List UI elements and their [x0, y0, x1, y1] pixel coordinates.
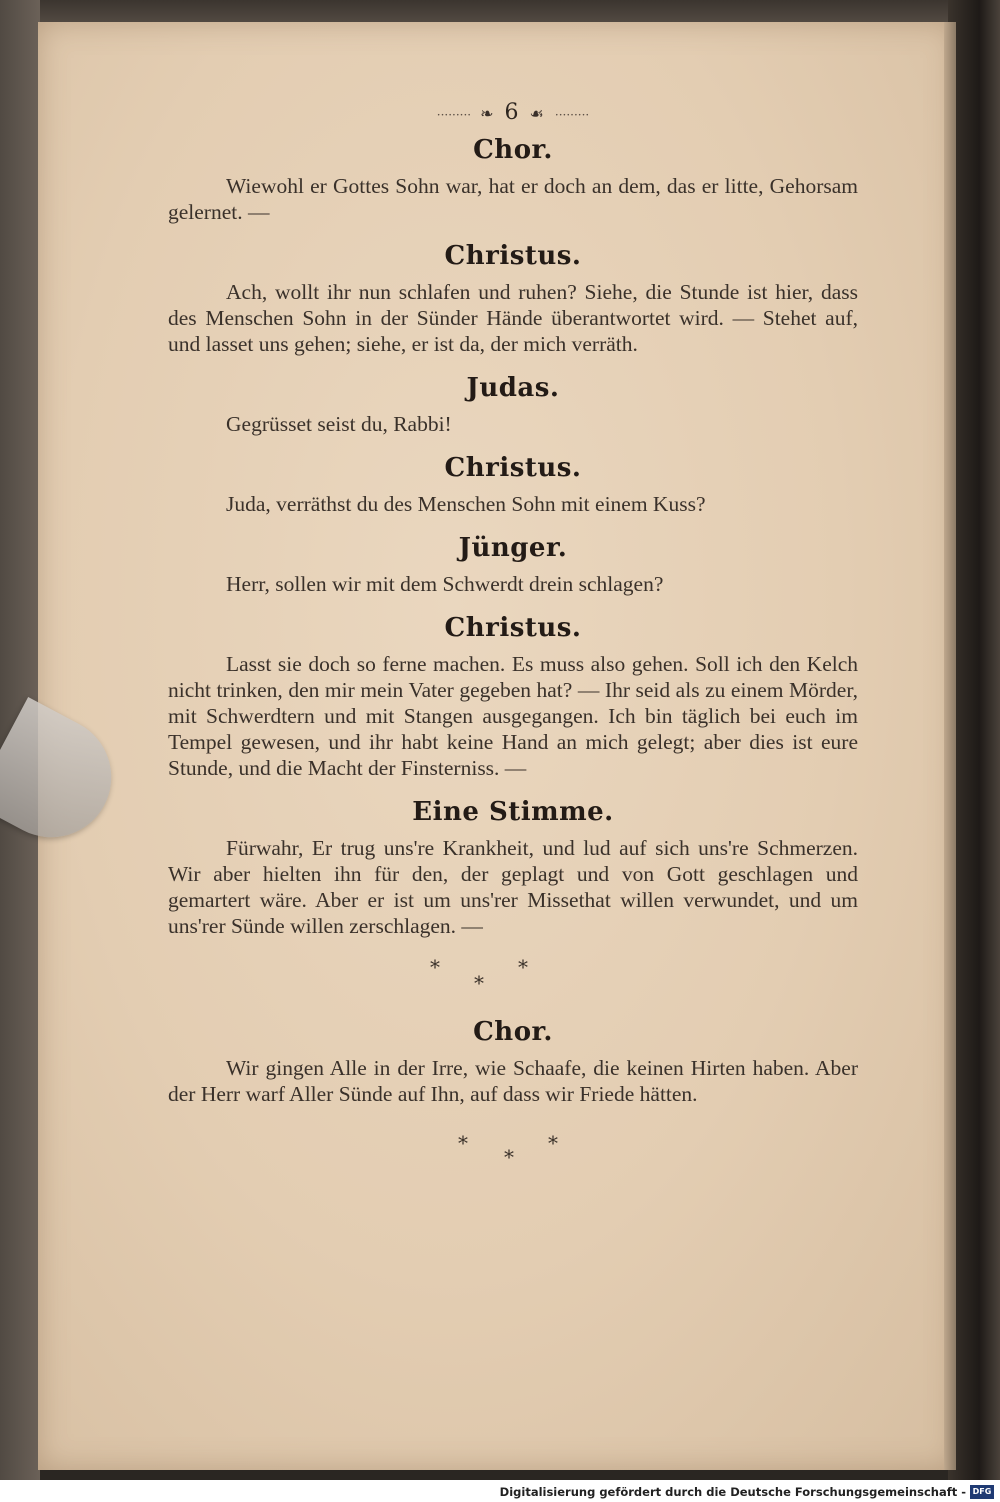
dfg-logo: DFG	[970, 1485, 994, 1499]
speaker-heading: Jünger.	[458, 533, 568, 563]
block-christus-1	[168, 241, 858, 357]
fleuron-right-icon: ☙	[529, 104, 546, 123]
speaker-heading: Judas.	[466, 373, 560, 403]
page-edge	[944, 22, 956, 1470]
speech-text: Gegrüsset seist du, Rabbi!	[226, 412, 452, 436]
speaker-heading: Christus.	[444, 241, 582, 271]
page-content	[168, 100, 858, 1175]
speaker-heading: Eine Stimme.	[412, 797, 614, 827]
speech-text: Juda, verräthst du des Menschen Sohn mit einem Kuss?	[226, 492, 706, 516]
speaker-heading: Christus.	[444, 613, 582, 643]
block-christus-2	[168, 453, 858, 517]
block-chor-1	[168, 135, 858, 225]
asterisk: *	[430, 955, 440, 979]
digitization-footer	[0, 1480, 1000, 1502]
speaker-heading: Chor.	[473, 1017, 553, 1047]
speaker-heading: Chor.	[473, 135, 553, 165]
speech-text: Lasst sie doch so ferne machen. Es muss also gehen. Soll ich den Kelch nicht trinken, den mir mein Vater gegeben hat? — Ihr seid als zu einem Mörder, mit Schwerdtern und mit Stangen ausgegangen. Ich bin täglich bei euch im Tempel gewesen, und ihr habt keine Hand an mich gelegt; aber dies ist eure Stunde, und die Macht der Finsterniss. —	[168, 652, 858, 780]
asterisk: *	[458, 1131, 468, 1155]
asterism-separator-1	[168, 951, 858, 1001]
speech-text: Fürwahr, Er trug uns're Krankheit, und lud auf sich uns're Schmerzen. Wir aber hielten ihn für den, der geplagt und von Gott geschlagen und gemartert wäre. Aber er ist um uns'rer Missethat willen verwundet, und um uns'rer Sünde willen zerschlagen. —	[168, 836, 858, 938]
page-number: 6	[504, 100, 521, 125]
page-header	[168, 100, 858, 125]
asterisk: *	[548, 1131, 558, 1155]
speech-text: Wiewohl er Gottes Sohn war, hat er doch an dem, das er litte, Gehorsam gelernet. —	[168, 174, 858, 224]
ornament-left-dots: ·········	[436, 108, 472, 122]
asterisk: *	[518, 955, 528, 979]
speech-text: Herr, sollen wir mit dem Schwerdt drein schlagen?	[226, 572, 664, 596]
block-chor-2	[168, 1017, 858, 1107]
fleuron-left-icon: ❧	[480, 104, 496, 123]
speech-text: Wir gingen Alle in der Irre, wie Schaafe, die keinen Hirten haben. Aber der Herr warf Aller Sünde auf Ihn, auf dass wir Friede hätten.	[168, 1056, 858, 1106]
ornament-right-dots: ·········	[554, 108, 590, 122]
block-christus-3	[168, 613, 858, 781]
speaker-heading: Christus.	[444, 453, 582, 483]
speech-text: Ach, wollt ihr nun schlafen und ruhen? Siehe, die Stunde ist hier, dass des Menschen Sohn in der Sünder Hände überantwortet wird. — Stehet auf, und lasset uns gehen; siehe, er ist da, der mich verräth.	[168, 280, 858, 356]
asterism-separator-2	[168, 1119, 858, 1169]
block-eine-stimme	[168, 797, 858, 939]
block-judas	[168, 373, 858, 437]
block-juenger	[168, 533, 858, 597]
footer-credit: Digitalisierung gefördert durch die Deutsche Forschungsgemeinschaft -	[499, 1485, 966, 1499]
asterisk: *	[504, 1145, 514, 1169]
asterisk: *	[474, 971, 484, 995]
